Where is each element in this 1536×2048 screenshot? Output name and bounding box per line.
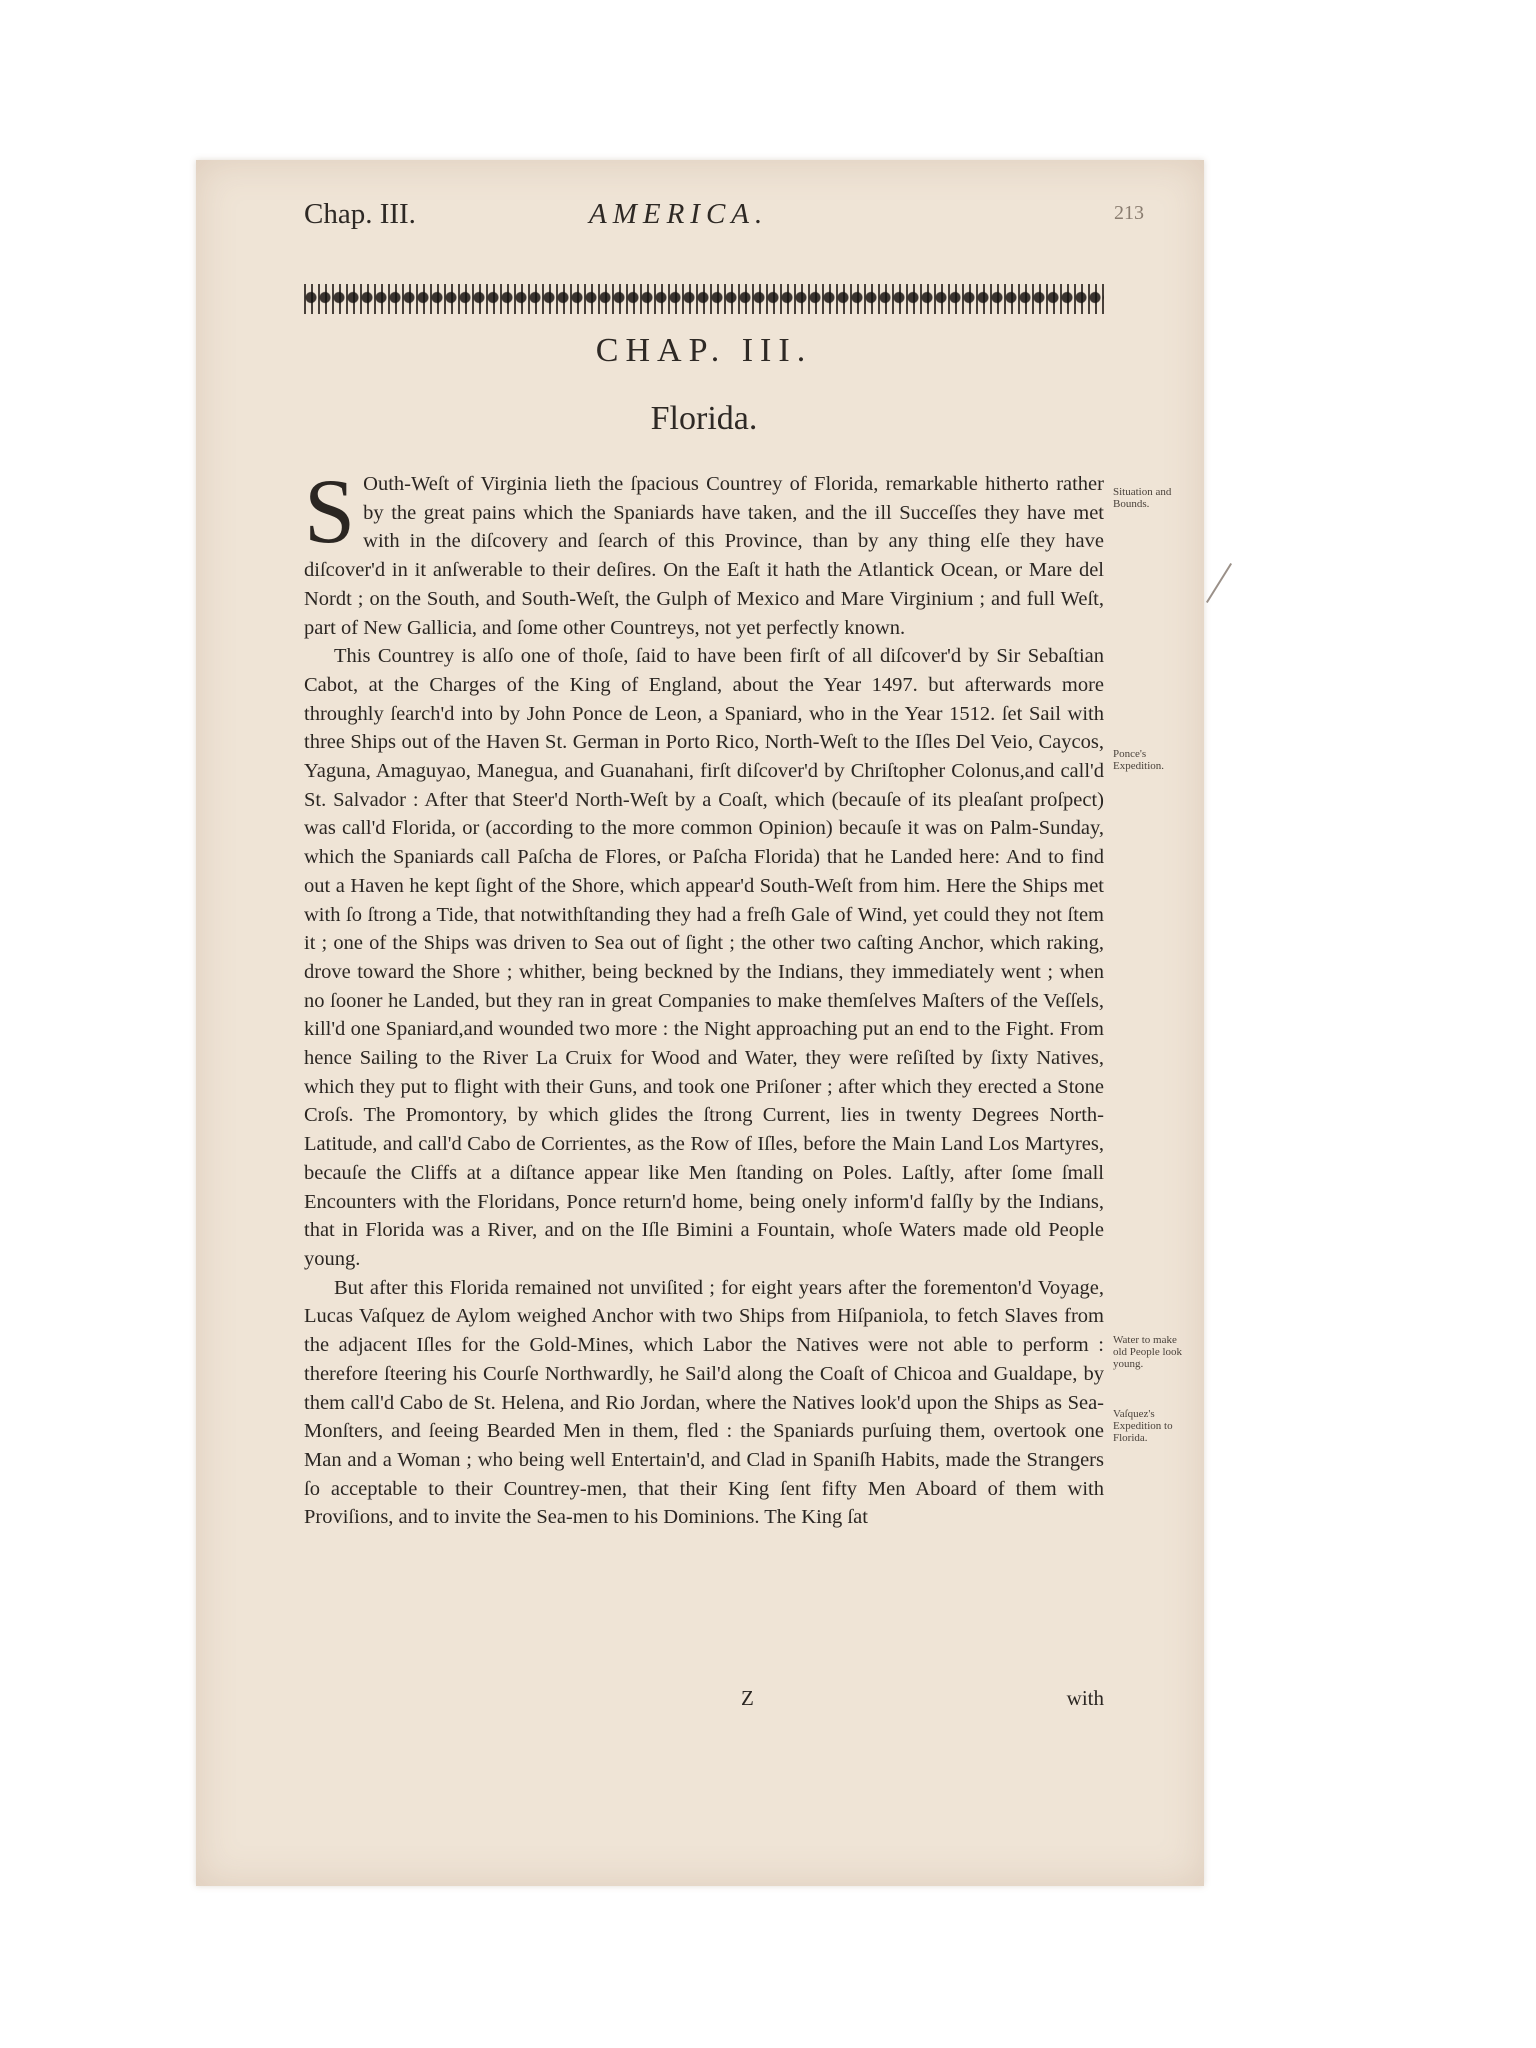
drop-cap: S (304, 460, 356, 562)
marginal-note: Vaſquez's Expedition to Florida. (1113, 1408, 1173, 1444)
catchword: with (1066, 1686, 1104, 1710)
running-head-title: AMERICA. (589, 198, 769, 230)
marginal-note: Water to make old People look young. (1113, 1334, 1183, 1370)
paragraph-text: Outh-Weſt of Virginia lieth the ſpacious Countrey of Florida, remarkable hitherto rather by the great pains which the Spaniards have taken, and the ill Succeſſes they have met with in the diſcovery and ſearch of this Province, than by any thing elſe they have diſcover'd in it anſwerable to their deſires. On the Eaſt it hath the Atlantick Ocean, or Mare del Nordt ; on the South, and South-Weſt, the Gulph of Mexico and Mare Virginium ; and full Weſt, part of New Gallicia, and ſome other Countreys, not yet perfectly known. (304, 473, 1104, 639)
page-footer (304, 1686, 1104, 1716)
running-head-chapter: Chap. III. (304, 198, 416, 230)
running-head (304, 198, 1144, 238)
marginal-note: Situation and Bounds. (1113, 486, 1172, 510)
signature-mark: Z (741, 1686, 754, 1710)
paragraph-text: But after this Florida remained not unviſited ; for eight years after the forementon'd Voyage, Lucas Vaſquez de Aylom weighed Anchor with two Ships from Hiſpaniola, to fetch Slaves from the adjacent Iſles for the Gold-Mines, which Labor the Natives were not able to perform : therefore ſteering his Courſe Northwardly, he Sail'd along the Coaſt of Chicoa and Gualdape, by them call'd Cabo de St. Helena, and Rio Jordan, where the Natives look'd upon the Ships as Sea-Monſters, and ſeeing Bearded Men in them, fled : the Spaniards purſuing them, overtook one Man and a Woman ; who being well Entertain'd, and Clad in Spaniſh Habits, made the Strangers ſo acceptable to their Countrey-men, that their King ſent fifty Men Aboard of them with Proviſions, and to invite the Sea-men to his Dominions. The King ſat (304, 1276, 1104, 1529)
section-title: Florida. (650, 400, 758, 437)
body-text (304, 460, 1104, 1532)
stray-mark-icon (1206, 563, 1232, 603)
ornamental-border-icon (304, 284, 1104, 314)
paragraph (304, 1274, 1104, 1532)
chapter-heading: CHAP. III. (595, 332, 813, 369)
paragraph-text: This Countrey is alſo one of thoſe, ſaid to have been firſt of all diſcover'd by Sir Sebaſtian Cabot, at the Charges of the King of England, about the Year 1497. but afterwards more throughly ſearch'd into by John Ponce de Leon, a Spaniard, who in the Year 1512. ſet Sail with three Ships out of the Haven St. German in Porto Rico, North-Weſt to the Iſles Del Veio, Caycos, Yaguna, Amaguyao, Manegua, and Guanahani, firſt diſcover'd by Chriſtopher Colonus,and call'd St. Salvador : After that Steer'd North-Weſt by a Coaſt, which (becauſe of its pleaſant proſpect) was call'd Florida, or (according to the more common Opinion) becauſe it was on Palm-Sunday, which the Spaniards call Paſcha de Flores, or Paſcha Florida) that he Landed here: And to find out a Haven he kept ſight of the Shore, which appear'd South-Weſt from him. Here the Ships met with ſo ſtrong a Tide, that notwithſtanding they had a freſh Gale of Wind, yet could they not ſtem it ; one of the Ships was driven to Sea out of ſight ; the other two caſting Anchor, which raking, drove toward the Shore ; whither, being beckned by the Indians, they immediately went ; when no ſooner he Landed, but they ran in great Companies to make themſelves Maſters of the Veſſels, kill'd one Spaniard,and wounded two more : the Night approaching put an end to the Fight. From hence Sailing to the River La Cruix for Wood and Water, they were reſiſted by ſixty Natives, which they put to flight with their Guns, and took one Priſoner ; after which they erected a Stone Croſs. The Promontory, by which glides the ſtrong Current, lies in twenty Degrees North-Latitude, and call'd Cabo de Corrientes, as the Row of Iſles, before the Main Land Los Martyres, becauſe the Cliffs at a diſtance appear like Men ſtanding on Poles. Laſtly, after ſome ſmall Encounters with the Floridans, Ponce return'd home, being onely inform'd falſly by the Indians, that in Florida was a River, and on the Iſle Bimini a Fountain, whoſe Waters made old People young. (304, 645, 1104, 1270)
marginal-note: Ponce's Expedition. (1113, 748, 1165, 772)
paragraph (304, 642, 1104, 1273)
paragraph (304, 460, 1104, 642)
page-number: 213 (1114, 202, 1144, 224)
